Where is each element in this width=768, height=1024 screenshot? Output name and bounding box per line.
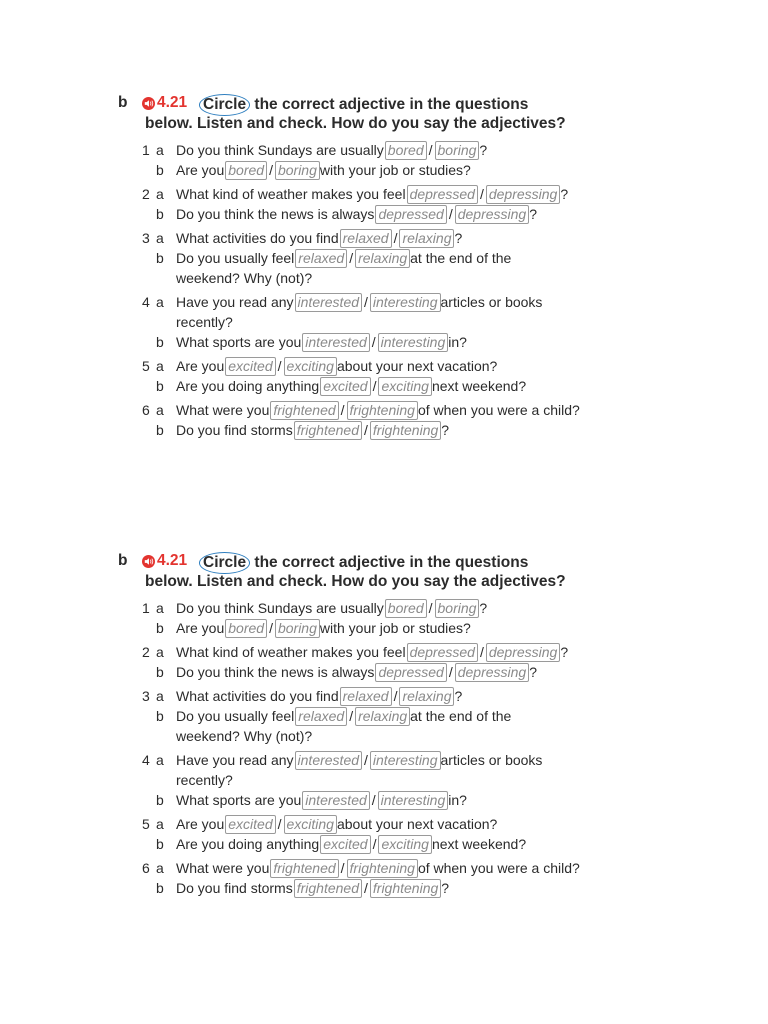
question-line [142,184,580,204]
question-group [142,814,580,854]
question-line [142,858,580,878]
instruction-rest: the correct adjective in the questions [254,554,529,571]
option-box[interactable]: interesting [370,293,441,312]
question-group [142,400,580,440]
question-letter: b [156,836,164,852]
question-letter: a [156,860,164,876]
option-slash: / [448,664,453,680]
option-box[interactable]: depressing [486,643,561,662]
track-number-label: 4.21 [157,94,188,111]
question-post: ? [454,230,463,246]
question-line [142,706,580,726]
question-number [142,420,156,440]
question-pre: Have you read any [176,294,294,310]
question-letter: b [156,880,164,896]
option-box[interactable]: frightening [347,401,418,420]
exercise-header [118,552,718,596]
question-pre: What kind of weather makes you feel [176,186,406,202]
option-box[interactable]: depressed [375,205,446,224]
question-number [142,618,156,638]
question-post: about your next vacation? [336,816,498,832]
question-letter: a [156,644,164,660]
question-line [142,204,580,224]
option-box[interactable]: relaxed [295,707,347,726]
question-number [142,662,156,682]
exercise-block-2 [118,552,718,896]
option-slash: / [479,644,484,660]
question-post: in? [448,334,467,350]
question-post: in? [448,792,467,808]
exercise-header [118,94,718,138]
question-pre: What activities do you find [176,688,339,704]
question-letter: a [156,752,164,768]
question-text [176,204,537,224]
question-letter: b [156,664,164,680]
question-pre: Are you [176,358,225,374]
question-post: next weekend? [431,378,527,394]
question-post: about your next vacation? [336,358,498,374]
question-letter: b [156,206,164,222]
option-slash: / [371,792,376,808]
question-line [142,790,580,810]
speaker-icon[interactable] [142,555,155,568]
question-pre: Have you read any [176,752,294,768]
question-continuation: recently? [176,772,233,788]
question-text [176,750,542,770]
question-line [142,814,580,834]
question-number: 6 [142,860,150,876]
question-text [176,858,580,878]
question-continuation: recently? [176,314,233,330]
question-continuation: weekend? Why (not)? [176,270,313,286]
question-group [142,858,580,898]
option-box[interactable]: depressed [407,643,478,662]
option-box[interactable]: boring [435,141,480,160]
question-number: 4 [142,294,150,310]
speaker-icon[interactable] [142,97,155,110]
option-box[interactable]: bored [225,161,267,180]
question-pre: What sports are you [176,334,302,350]
question-text [176,292,542,312]
question-letter: b [156,162,164,178]
question-letter: b [156,708,164,724]
question-post: of when you were a child? [417,402,580,418]
option-box[interactable]: excited [225,815,275,834]
question-line [142,420,580,440]
option-box[interactable]: interested [302,791,369,810]
question-number [142,376,156,396]
question-letter: b [156,378,164,394]
question-pre: Do you usually feel [176,250,295,266]
option-box[interactable]: relaxing [399,229,454,248]
question-group [142,642,580,682]
option-box[interactable]: depressing [455,205,530,224]
instruction-line-2: below. Listen and check. How do you say the adjectives? [145,115,566,132]
option-box[interactable]: exciting [378,835,431,854]
question-line [142,376,580,396]
question-group [142,686,580,746]
question-text [176,814,497,834]
option-slash: / [269,620,273,636]
question-number: 1 [142,142,150,158]
option-box[interactable]: depressed [375,663,446,682]
option-slash: / [349,708,354,724]
question-pre: Do you find storms [176,422,293,438]
instruction-line-2: below. Listen and check. How do you say the adjectives? [145,573,566,590]
question-number [142,834,156,854]
question-pre: What sports are you [176,792,302,808]
question-pre: What kind of weather makes you feel [176,644,406,660]
question-text [176,706,511,726]
exercise-block-1 [118,94,718,438]
option-box[interactable]: interesting [370,751,441,770]
question-number: 5 [142,816,150,832]
question-post: ? [441,880,450,896]
question-text [176,356,497,376]
instruction-line-1 [203,94,723,116]
question-group [142,184,580,224]
question-line [142,292,580,312]
option-box[interactable]: relaxed [340,229,392,248]
question-post: of when you were a child? [417,860,580,876]
question-post: at the end of the [410,708,512,724]
question-pre: Are you [176,162,225,178]
question-pre: Are you doing anything [176,836,320,852]
question-post: ? [560,186,569,202]
question-text [176,642,568,662]
question-line [142,878,580,898]
question-line [142,662,580,682]
question-text [176,140,487,160]
question-pre: Are you [176,816,225,832]
option-slash: / [371,334,376,350]
option-box[interactable]: excited [320,835,370,854]
question-number: 6 [142,402,150,418]
option-box[interactable]: relaxing [355,249,410,268]
option-box[interactable]: interesting [378,333,449,352]
question-line [142,248,580,268]
question-group [142,750,580,810]
question-letter: a [156,402,164,418]
exercise-letter: b [118,94,128,111]
option-box[interactable]: relaxing [399,687,454,706]
question-text [176,790,467,810]
question-post: ? [454,688,463,704]
question-text [176,618,471,638]
option-slash: / [277,816,282,832]
option-slash: / [428,142,433,158]
question-list [142,140,580,444]
option-box[interactable]: depressed [407,185,478,204]
question-group [142,228,580,288]
option-box[interactable]: bored [385,599,427,618]
track-number[interactable] [142,94,187,112]
option-box[interactable]: frightening [347,859,418,878]
track-number-label: 4.21 [157,552,188,569]
question-group [142,356,580,396]
question-letter: a [156,358,164,374]
exercise-letter: b [118,552,128,569]
question-letter: b [156,250,164,266]
question-line [142,750,580,770]
option-slash: / [364,422,368,438]
option-slash: / [349,250,354,266]
instruction-line-1 [203,552,723,574]
question-number: 3 [142,688,150,704]
question-post: ? [479,600,488,616]
option-box[interactable]: relaxed [340,687,392,706]
option-box[interactable]: boring [275,161,320,180]
question-line [142,160,580,180]
option-box[interactable]: interested [295,751,362,770]
question-post: ? [529,664,538,680]
circle-word: Circle [199,94,250,116]
question-number [142,248,156,268]
question-text [176,662,537,682]
option-box[interactable]: relaxing [355,707,410,726]
option-slash: / [448,206,453,222]
question-line [142,834,580,854]
option-slash: / [340,860,345,876]
question-pre: Do you think Sundays are usually [176,142,384,158]
question-line [142,642,580,662]
question-number: 1 [142,600,150,616]
question-line [142,140,580,160]
question-letter: b [156,620,164,636]
question-pre: What activities do you find [176,230,339,246]
question-text [176,834,526,854]
option-box[interactable]: bored [385,141,427,160]
option-box[interactable]: depressing [486,185,561,204]
option-box[interactable]: bored [225,619,267,638]
option-slash: / [364,880,368,896]
question-text [176,400,580,420]
question-letter: a [156,688,164,704]
question-letter: b [156,422,164,438]
question-line [142,400,580,420]
question-pre: What were you [176,860,270,876]
question-letter: a [156,186,164,202]
question-pre: Do you think the news is always [176,206,375,222]
option-box[interactable]: frightening [370,879,441,898]
option-box[interactable]: exciting [284,815,337,834]
track-number[interactable] [142,552,187,570]
question-pre: Are you [176,620,225,636]
question-post: ? [479,142,488,158]
question-text [176,332,467,352]
option-box[interactable]: frightened [270,401,338,420]
option-box[interactable]: exciting [284,357,337,376]
question-line [142,356,580,376]
option-box[interactable]: exciting [378,377,431,396]
question-number: 2 [142,186,150,202]
question-text [176,184,568,204]
option-box[interactable]: excited [225,357,275,376]
question-number [142,878,156,898]
option-box[interactable]: interesting [378,791,449,810]
question-text [176,248,511,268]
question-pre: Do you think Sundays are usually [176,600,384,616]
question-pre: Are you doing anything [176,378,320,394]
option-box[interactable]: frightened [270,859,338,878]
option-slash: / [269,162,273,178]
question-number [142,204,156,224]
question-number: 4 [142,752,150,768]
question-text [176,878,449,898]
question-letter: b [156,334,164,350]
question-line [142,228,580,248]
option-box[interactable]: frightened [294,879,362,898]
option-box[interactable]: frightened [294,421,362,440]
option-box[interactable]: interested [302,333,369,352]
option-box[interactable]: frightening [370,421,441,440]
question-text [176,376,526,396]
option-slash: / [372,836,377,852]
question-letter: b [156,792,164,808]
question-pre: Do you usually feel [176,708,295,724]
option-slash: / [393,688,398,704]
question-continuation: weekend? Why (not)? [176,728,313,744]
question-post: ? [441,422,450,438]
question-group [142,598,580,638]
question-post: ? [529,206,538,222]
option-box[interactable]: boring [435,599,480,618]
question-pre: What were you [176,402,270,418]
question-line [142,332,580,352]
question-letter: a [156,294,164,310]
question-post: articles or books [440,294,543,310]
circle-word: Circle [199,552,250,574]
option-slash: / [428,600,433,616]
question-post: articles or books [440,752,543,768]
option-slash: / [393,230,398,246]
question-group [142,292,580,352]
question-letter: a [156,816,164,832]
question-number [142,790,156,810]
question-post: with your job or studies? [319,620,471,636]
question-group [142,140,580,180]
question-number: 3 [142,230,150,246]
option-slash: / [372,378,377,394]
option-box[interactable]: interested [295,293,362,312]
option-box[interactable]: excited [320,377,370,396]
question-number: 2 [142,644,150,660]
option-box[interactable]: relaxed [295,249,347,268]
question-text [176,160,471,180]
option-slash: / [364,752,368,768]
question-letter: a [156,600,164,616]
question-text [176,686,462,706]
question-pre: Do you think the news is always [176,664,375,680]
question-text [176,420,449,440]
option-slash: / [364,294,368,310]
question-post: ? [560,644,569,660]
question-text [176,598,487,618]
question-post: next weekend? [431,836,527,852]
question-letter: a [156,142,164,158]
question-number: 5 [142,358,150,374]
option-slash: / [340,402,345,418]
question-line [142,618,580,638]
question-list [142,598,580,902]
question-post: with your job or studies? [319,162,471,178]
option-slash: / [277,358,282,374]
instruction-rest: the correct adjective in the questions [254,96,529,113]
question-text [176,228,462,248]
question-number [142,706,156,726]
question-number [142,160,156,180]
question-letter: a [156,230,164,246]
question-post: at the end of the [410,250,512,266]
option-slash: / [479,186,484,202]
question-line [142,686,580,706]
question-number [142,332,156,352]
option-box[interactable]: depressing [455,663,530,682]
question-pre: Do you find storms [176,880,293,896]
question-line [142,598,580,618]
option-box[interactable]: boring [275,619,320,638]
